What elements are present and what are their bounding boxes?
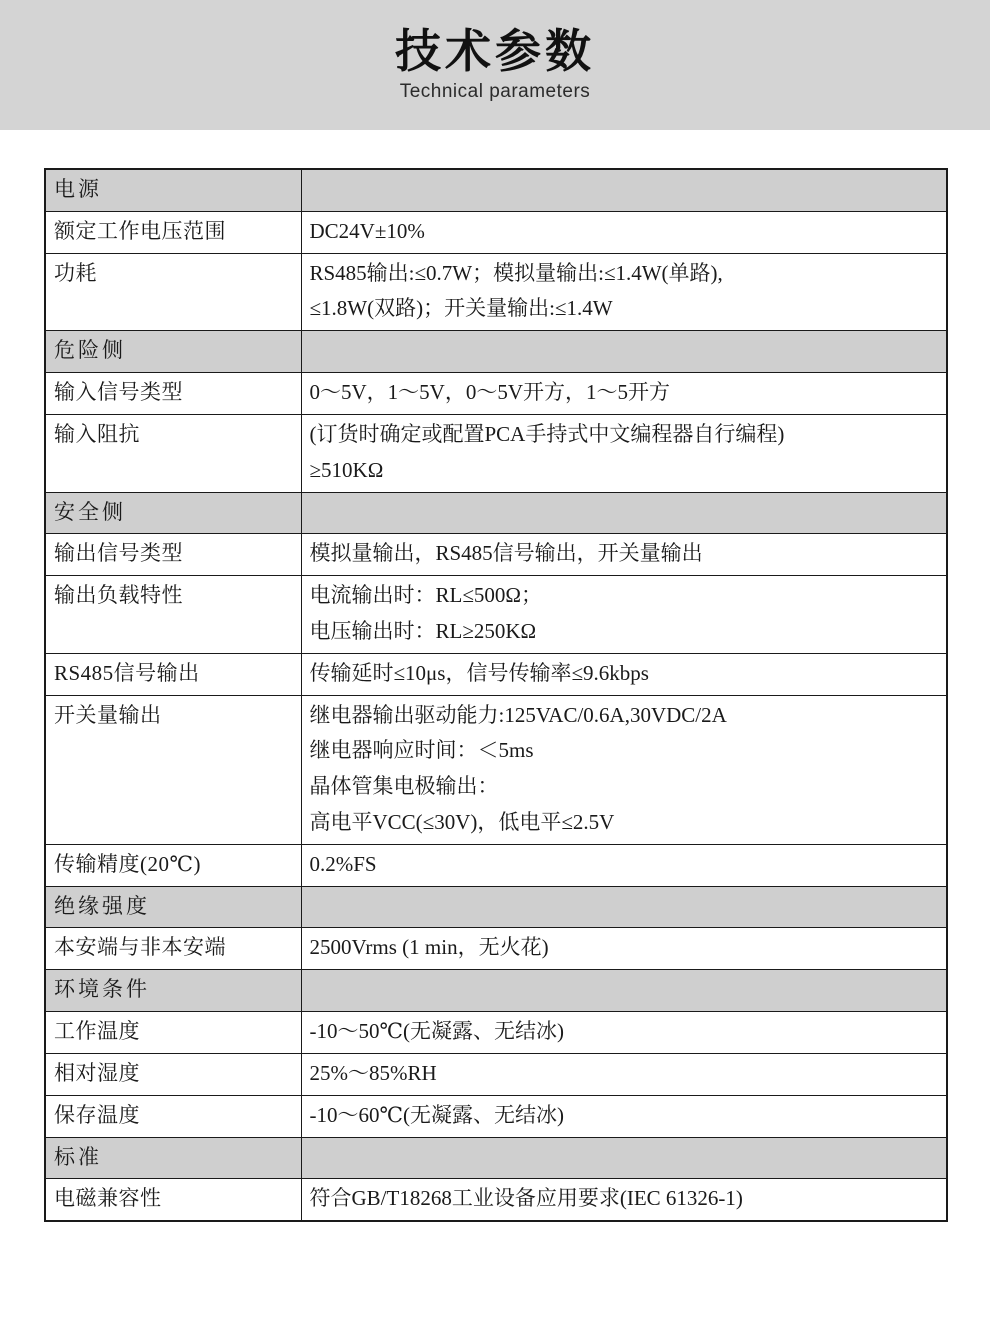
spec-table-row [45, 928, 947, 970]
spec-row-label: 安全侧 [45, 492, 301, 534]
spec-row-label: 电源 [45, 169, 301, 211]
spec-table-row [45, 695, 947, 844]
spec-table-row [45, 1053, 947, 1095]
spec-table-body [45, 169, 947, 1221]
spec-row-label: 相对湿度 [45, 1053, 301, 1095]
spec-value-line: 晶体管集电极输出： [309, 774, 499, 799]
spec-row-value [301, 653, 947, 695]
spec-section-row [45, 169, 947, 211]
spec-table-row [45, 253, 947, 331]
spec-row-value [301, 169, 947, 211]
spec-table-container [0, 130, 990, 1222]
page-subtitle: Technical parameters [399, 81, 591, 103]
spec-row-label: 保存温度 [45, 1095, 301, 1137]
page-title: 技术参数 [395, 23, 595, 78]
spec-row-label: 开关量输出 [45, 695, 301, 844]
spec-row-value [301, 1012, 947, 1054]
spec-value-line: 继电器响应时间：＜5ms [309, 738, 534, 763]
spec-row-label: 工作温度 [45, 1012, 301, 1054]
spec-row-value [301, 886, 947, 928]
spec-row-label: 输出信号类型 [45, 534, 301, 576]
spec-table-row [45, 653, 947, 695]
spec-row-label: 环境条件 [45, 970, 301, 1012]
spec-row-label: 输入信号类型 [45, 373, 301, 415]
technical-parameters-table [44, 168, 948, 1222]
spec-row-value [301, 331, 947, 373]
spec-value-line: (订货时确定或配置PCA手持式中文编程器自行编程) [309, 421, 785, 446]
spec-value-line: RS485输出:≤0.7W；模拟量输出:≤1.4W(单路), [309, 260, 723, 285]
spec-row-value [301, 1095, 947, 1137]
spec-value-line: 电流输出时：RL≤500Ω； [309, 583, 542, 608]
spec-row-label: 危险侧 [45, 331, 301, 373]
spec-value-line: 继电器输出驱动能力:125VAC/0.6A,30VDC/2A [309, 702, 727, 727]
spec-row-label: 功耗 [45, 253, 301, 331]
spec-row-value [301, 970, 947, 1012]
spec-row-value [301, 492, 947, 534]
spec-value-line: ≥510KΩ [309, 457, 384, 482]
spec-table-row [45, 211, 947, 253]
spec-row-value [301, 576, 947, 654]
spec-row-label: 输出负载特性 [45, 576, 301, 654]
spec-row-label: 额定工作电压范围 [45, 211, 301, 253]
spec-value-line: 电压输出时：RL≥250KΩ [309, 618, 537, 643]
spec-value-line: 高电平VCC(≤30V)，低电平≤2.5V [309, 810, 615, 834]
spec-table-row [45, 534, 947, 576]
spec-row-value [301, 414, 947, 492]
spec-row-value [301, 1179, 947, 1221]
spec-value-line: 0.2%FS [309, 851, 377, 876]
spec-table-row [45, 1179, 947, 1221]
spec-row-value [301, 844, 947, 886]
spec-table-row [45, 373, 947, 415]
spec-table-row [45, 576, 947, 654]
spec-table-row [45, 414, 947, 492]
page-header-banner [0, 0, 990, 130]
spec-value-line: 0～5V，1～5V，0～5V开方，1～5开方 [309, 380, 670, 405]
spec-row-value [301, 1137, 947, 1179]
spec-row-value [301, 695, 947, 844]
spec-value-line: DC24V±10% [309, 218, 425, 243]
spec-row-label: RS485信号输出 [45, 653, 301, 695]
spec-row-value [301, 211, 947, 253]
spec-row-label: 本安端与非本安端 [45, 928, 301, 970]
spec-row-value [301, 1053, 947, 1095]
spec-value-line: -10～50℃(无凝露、无结冰) [309, 1019, 564, 1044]
spec-value-line: ≤1.8W(双路)；开关量输出:≤1.4W [309, 296, 613, 321]
spec-row-label: 绝缘强度 [45, 886, 301, 928]
spec-row-value [301, 373, 947, 415]
spec-row-label: 电磁兼容性 [45, 1179, 301, 1221]
spec-section-row [45, 331, 947, 373]
spec-row-value [301, 534, 947, 576]
spec-row-value [301, 253, 947, 331]
spec-section-row [45, 1137, 947, 1179]
spec-row-label: 标准 [45, 1137, 301, 1179]
spec-value-line: 2500Vrms (1 min，无火花) [309, 935, 549, 960]
spec-value-line: -10～60℃(无凝露、无结冰) [309, 1102, 564, 1127]
spec-row-label: 输入阻抗 [45, 414, 301, 492]
spec-value-line: 传输延时≤10μs，信号传输率≤9.6kbps [309, 660, 649, 685]
spec-value-line: 符合GB/T18268工业设备应用要求(IEC 61326-1) [309, 1186, 743, 1211]
spec-table-row [45, 844, 947, 886]
spec-table-row [45, 1012, 947, 1054]
spec-value-line: 模拟量输出，RS485信号输出，开关量输出 [309, 541, 703, 566]
spec-row-value [301, 928, 947, 970]
spec-row-label: 传输精度(20℃) [45, 844, 301, 886]
spec-section-row [45, 970, 947, 1012]
spec-value-line: 25%～85%RH [309, 1060, 437, 1085]
spec-section-row [45, 886, 947, 928]
spec-section-row [45, 492, 947, 534]
spec-table-row [45, 1095, 947, 1137]
